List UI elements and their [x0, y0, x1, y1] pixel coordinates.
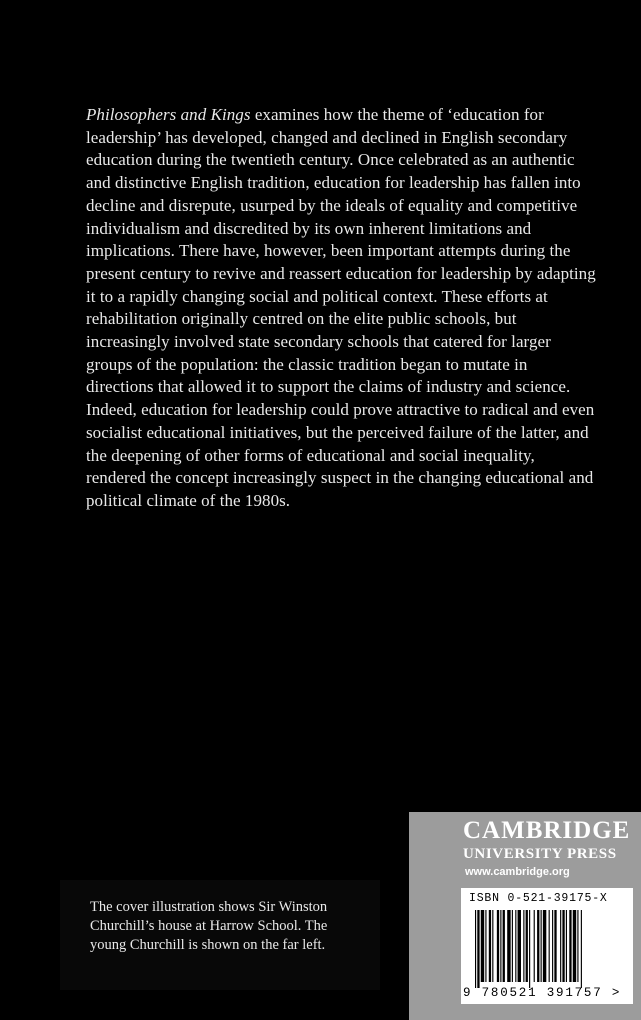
barcode-bar: [566, 910, 567, 982]
barcode-bar: [560, 910, 561, 982]
barcode-bars: [467, 910, 629, 988]
barcode-bar: [497, 910, 499, 982]
publisher-panel: [409, 812, 641, 1020]
barcode-bar: [537, 910, 539, 982]
barcode-bar: [492, 910, 493, 982]
barcode-bar: [500, 910, 501, 982]
barcode-bar: [573, 910, 576, 982]
barcode-bar: [512, 910, 513, 982]
barcode-bar: [541, 910, 542, 982]
barcode-bar: [543, 910, 546, 982]
barcode-bar: [485, 910, 486, 982]
barcode-bar: [515, 910, 516, 982]
ean-digits: 9 780521 391757 >: [463, 986, 622, 1000]
barcode-bar: [481, 910, 484, 982]
barcode-bar: [529, 910, 530, 988]
barcode-bar: [577, 910, 578, 982]
barcode-bar: [489, 910, 491, 982]
back-cover-blurb: [86, 104, 596, 513]
cover-illustration-caption: The cover illustration shows Sir Winston Churchill’s house at Harrow School. The young Churchill is shown on the far left.: [90, 899, 328, 953]
barcode-bar: [475, 910, 476, 988]
barcode-bar: [507, 910, 510, 982]
isbn-label: ISBN 0-521-39175-X: [469, 892, 608, 905]
barcode-box: [461, 888, 633, 1004]
barcode-bar: [552, 910, 553, 982]
barcode-bar: [477, 910, 479, 988]
blurb-text: examines how the theme of ‘education for leadership’ has developed, changed and declined in English secondary education during the twentieth century. Once celebrated as an authentic and distinctive English tradition, education for leadership has fallen into decline and disrepute, usurped by the ideals of equality and competitive individualism and discredited by its own inherent limitations and implications. There have, however, been important attempts during the present century to revive and reassert education for leadership by adapting it to a rapidly changing social and political context. These efforts at rehabilitation originally centred on the elite public schools, but increasingly involved state secondary schools that catered for larger groups of the population: the classic tradition began to mutate in directions that allowed it to support the claims of industry and science. Indeed, education for leadership could prove attractive to radical and even socialist educational initiatives, but the perceived failure of the latter, and the deepening of other forms of educational and social inequality, rendered the concept increasingly suspect in the changing educational and political climate of the 1980s.: [86, 105, 596, 510]
barcode-bar: [518, 910, 521, 982]
barcode-bar: [554, 910, 556, 982]
book-title-italic: Philosophers and Kings: [86, 105, 251, 124]
publisher-subname: UNIVERSITY PRESS: [463, 846, 617, 862]
barcode-bar: [534, 910, 535, 982]
barcode-bar: [503, 910, 505, 982]
barcode-bar: [526, 910, 528, 982]
barcode-bar: [569, 910, 571, 982]
barcode-bar: [523, 910, 524, 982]
barcode-bar: [549, 910, 550, 982]
barcode-bar: [581, 910, 582, 988]
barcode-bar: [562, 910, 564, 982]
publisher-url: www.cambridge.org: [465, 866, 570, 878]
publisher-name: CAMBRIDGE: [463, 817, 631, 844]
